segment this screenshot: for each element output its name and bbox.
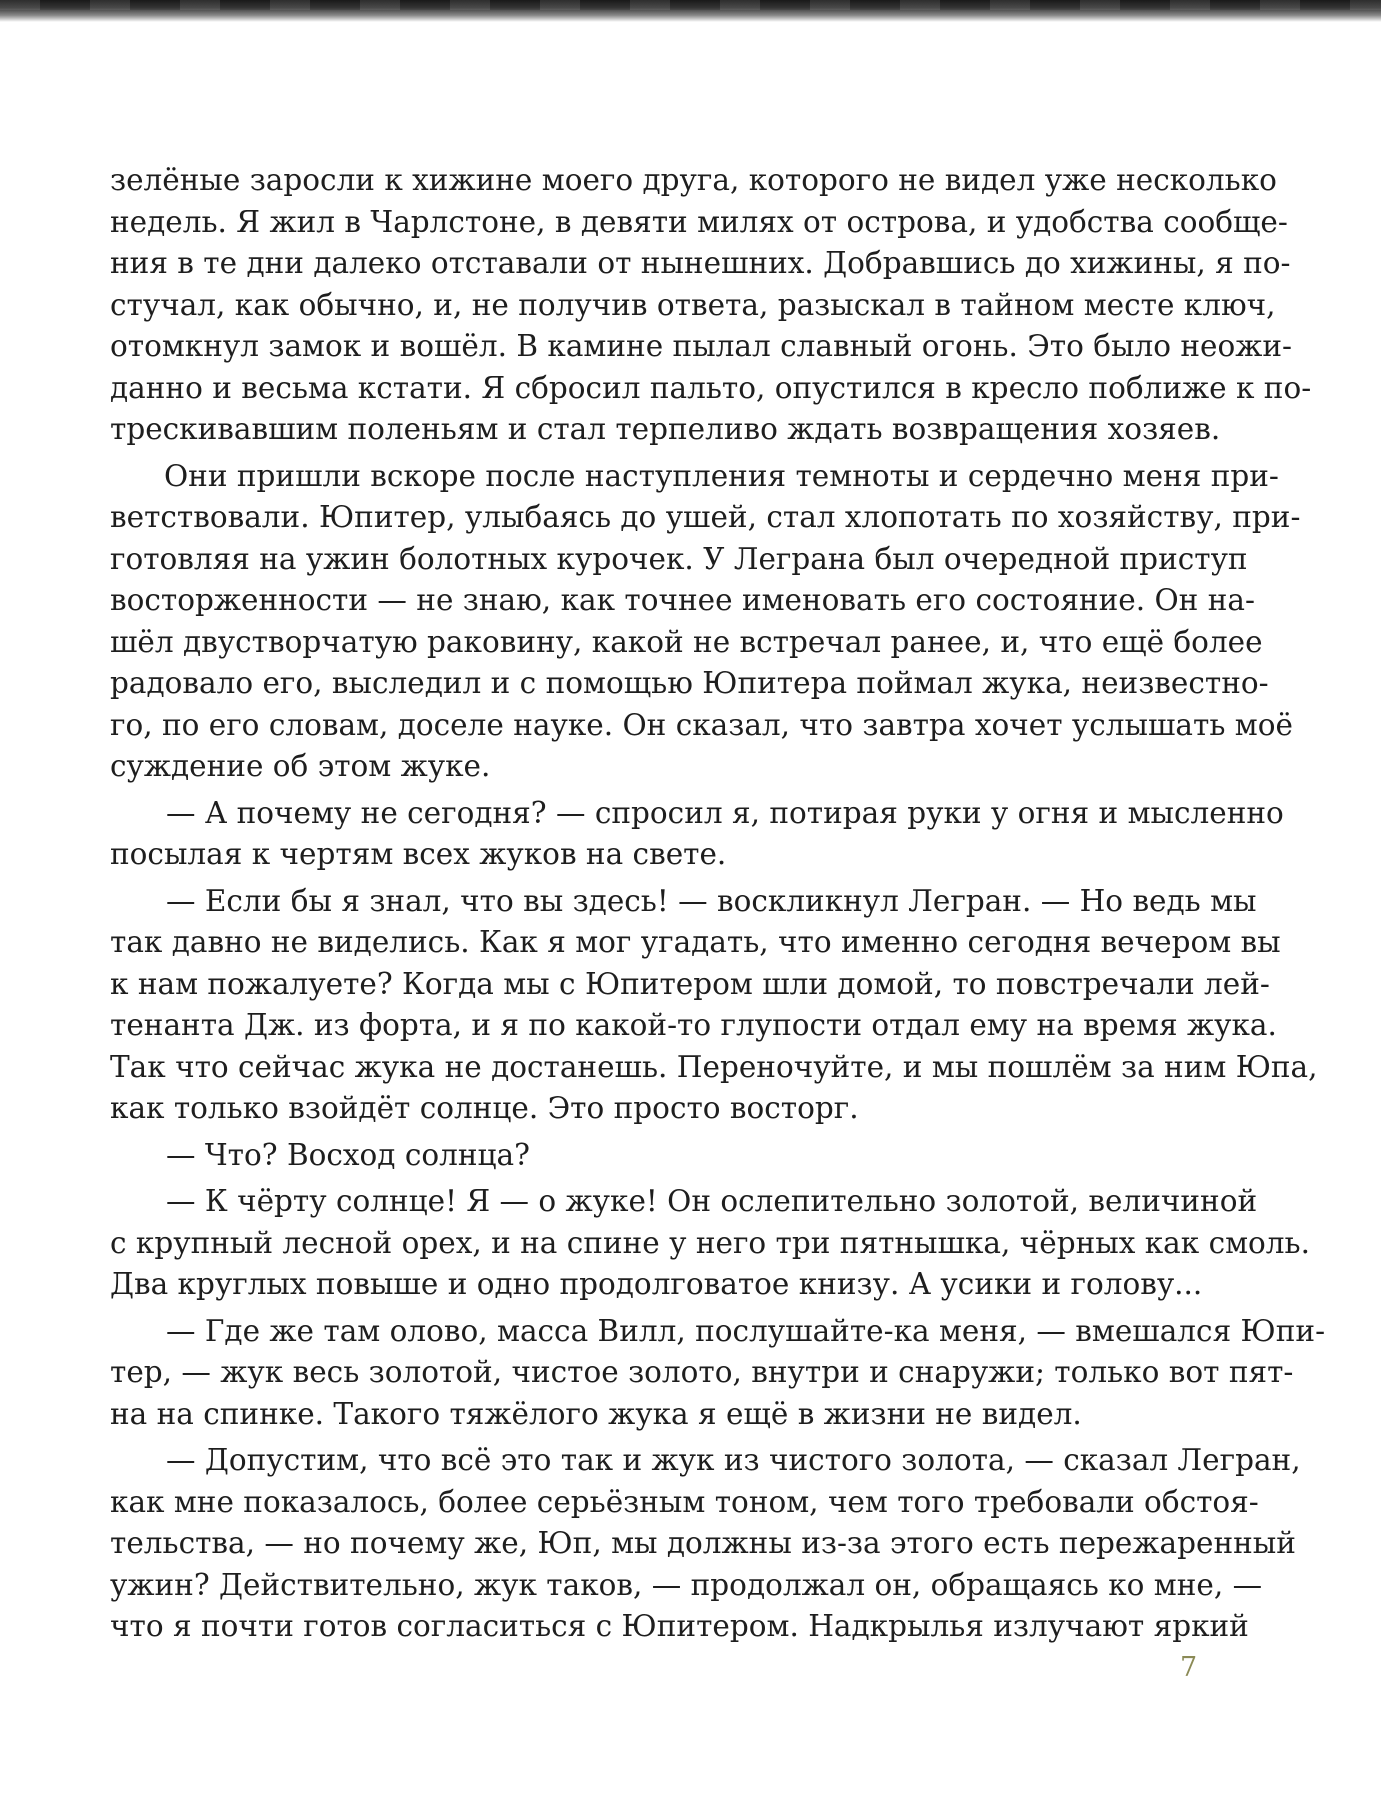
text-line: недель. Я жил в Чарлстоне, в девяти милях от острова, и удобства сообще-: [110, 204, 1288, 239]
text-line: ветствовали. Юпитер, улыбаясь до ушей, стал хлопотать по хозяйству, при-: [110, 500, 1301, 534]
paragraph: [110, 1311, 1326, 1436]
text-line: ния в те дни далеко отставали от нынешних. Добравшись до хижины, я по-: [110, 246, 1291, 280]
text-line: ужин? Действительно, жук таков, — продолжал он, обращаясь ко мне, —: [110, 1567, 1263, 1602]
paragraph: [110, 1440, 1301, 1648]
text-line: шёл двустворчатую раковину, какой не встречал ранее, и, что ещё более: [110, 624, 1263, 659]
text-line: — А почему не сегодня? — спросил я, потирая руки у огня и мысленно: [166, 795, 1284, 830]
text-line: что я почти готов согласиться с Юпитером. Надкрылья излучают яркий: [110, 1609, 1249, 1643]
text-line: — Если бы я знал, что вы здесь! — воскликнул Легран. — Но ведь мы: [166, 883, 1257, 918]
text-line: — Что? Восход солнца?: [166, 1137, 530, 1172]
text-line: с крупный лесной орех, и на спине у него три пятнышка, чёрных как смоль.: [110, 1225, 1310, 1260]
text-line: — Допустим, что всё это так и жук из чистого золота, — сказал Легран,: [166, 1443, 1301, 1477]
scan-top-edge-shadow: [0, 0, 1381, 22]
page-number: 7: [1180, 1652, 1198, 1683]
text-line: посылая к чертям всех жуков на свете.: [110, 837, 727, 871]
text-line: тенанта Дж. из форта, и я по какой-то глупости отдал ему на время жука.: [110, 1008, 1277, 1042]
text-line: как только взойдёт солнце. Это просто восторг.: [110, 1091, 859, 1125]
text-line: к нам пожалуете? Когда мы с Юпитером шли домой, то повстречали лей-: [110, 966, 1270, 1001]
text-line: готовляя на ужин болотных курочек. У Леграна был очередной приступ: [110, 541, 1248, 576]
text-line: зелёные заросли к хижине моего друга, которого не видел уже несколько: [110, 163, 1277, 197]
text-line: — Где же там олово, масса Вилл, послушайте-ка меня, — вмешался Юпи-: [166, 1313, 1326, 1348]
text-line: трескивавшим поленьям и стал терпеливо ждать возвращения хозяев.: [110, 412, 1221, 446]
text-line: стучал, как обычно, и, не получив ответа, разыскал в тайном месте ключ,: [110, 287, 1276, 322]
text-line: восторженности — не знаю, как точнее именовать его состояние. Он на-: [110, 583, 1255, 617]
text-line: как мне показалось, более серьёзным тоном, чем того требовали обстоя-: [110, 1484, 1259, 1519]
text-line: Два круглых повыше и одно продолговатое книзу. А усики и голову...: [110, 1267, 1203, 1301]
paragraph: [110, 456, 1301, 788]
text-line: суждение об этом жуке.: [110, 749, 491, 783]
paragraph: [110, 793, 1284, 876]
paragraph: [110, 881, 1318, 1130]
text-line: тельства, — но почему же, Юп, мы должны из-за этого есть пережаренный: [110, 1526, 1296, 1560]
text-line: радовало его, выследил и с помощью Юпитера поймал жука, неизвестно-: [110, 666, 1269, 700]
text-line: так давно не виделись. Как я мог угадать, что именно сегодня вечером вы: [110, 925, 1281, 959]
text-line: го, по его словам, доселе науке. Он сказал, что завтра хочет услышать моё: [110, 707, 1293, 742]
paragraph: [110, 1135, 1200, 1177]
paragraph: [110, 1181, 1310, 1306]
paragraph: [110, 160, 1312, 451]
text-line: Они пришли вскоре после наступления темноты и сердечно меня при-: [164, 458, 1279, 493]
text-line: отомкнул замок и вошёл. В камине пылал славный огонь. Это было неожи-: [110, 329, 1293, 363]
text-line: данно и весьма кстати. Я сбросил пальто, опустился в кресло поближе к по-: [110, 370, 1312, 405]
page-body-text: [110, 160, 1326, 1648]
text-line: — К чёрту солнце! Я — о жуке! Он ослепительно золотой, величиной: [166, 1184, 1258, 1218]
text-line: на на спинке. Такого тяжёлого жука я ещё в жизни не видел.: [110, 1396, 1082, 1431]
text-line: тер, — жук весь золотой, чистое золото, внутри и снаружи; только вот пят-: [110, 1355, 1294, 1389]
text-line: Так что сейчас жука не достанешь. Переночуйте, и мы пошлём за ним Юпа,: [110, 1049, 1318, 1084]
